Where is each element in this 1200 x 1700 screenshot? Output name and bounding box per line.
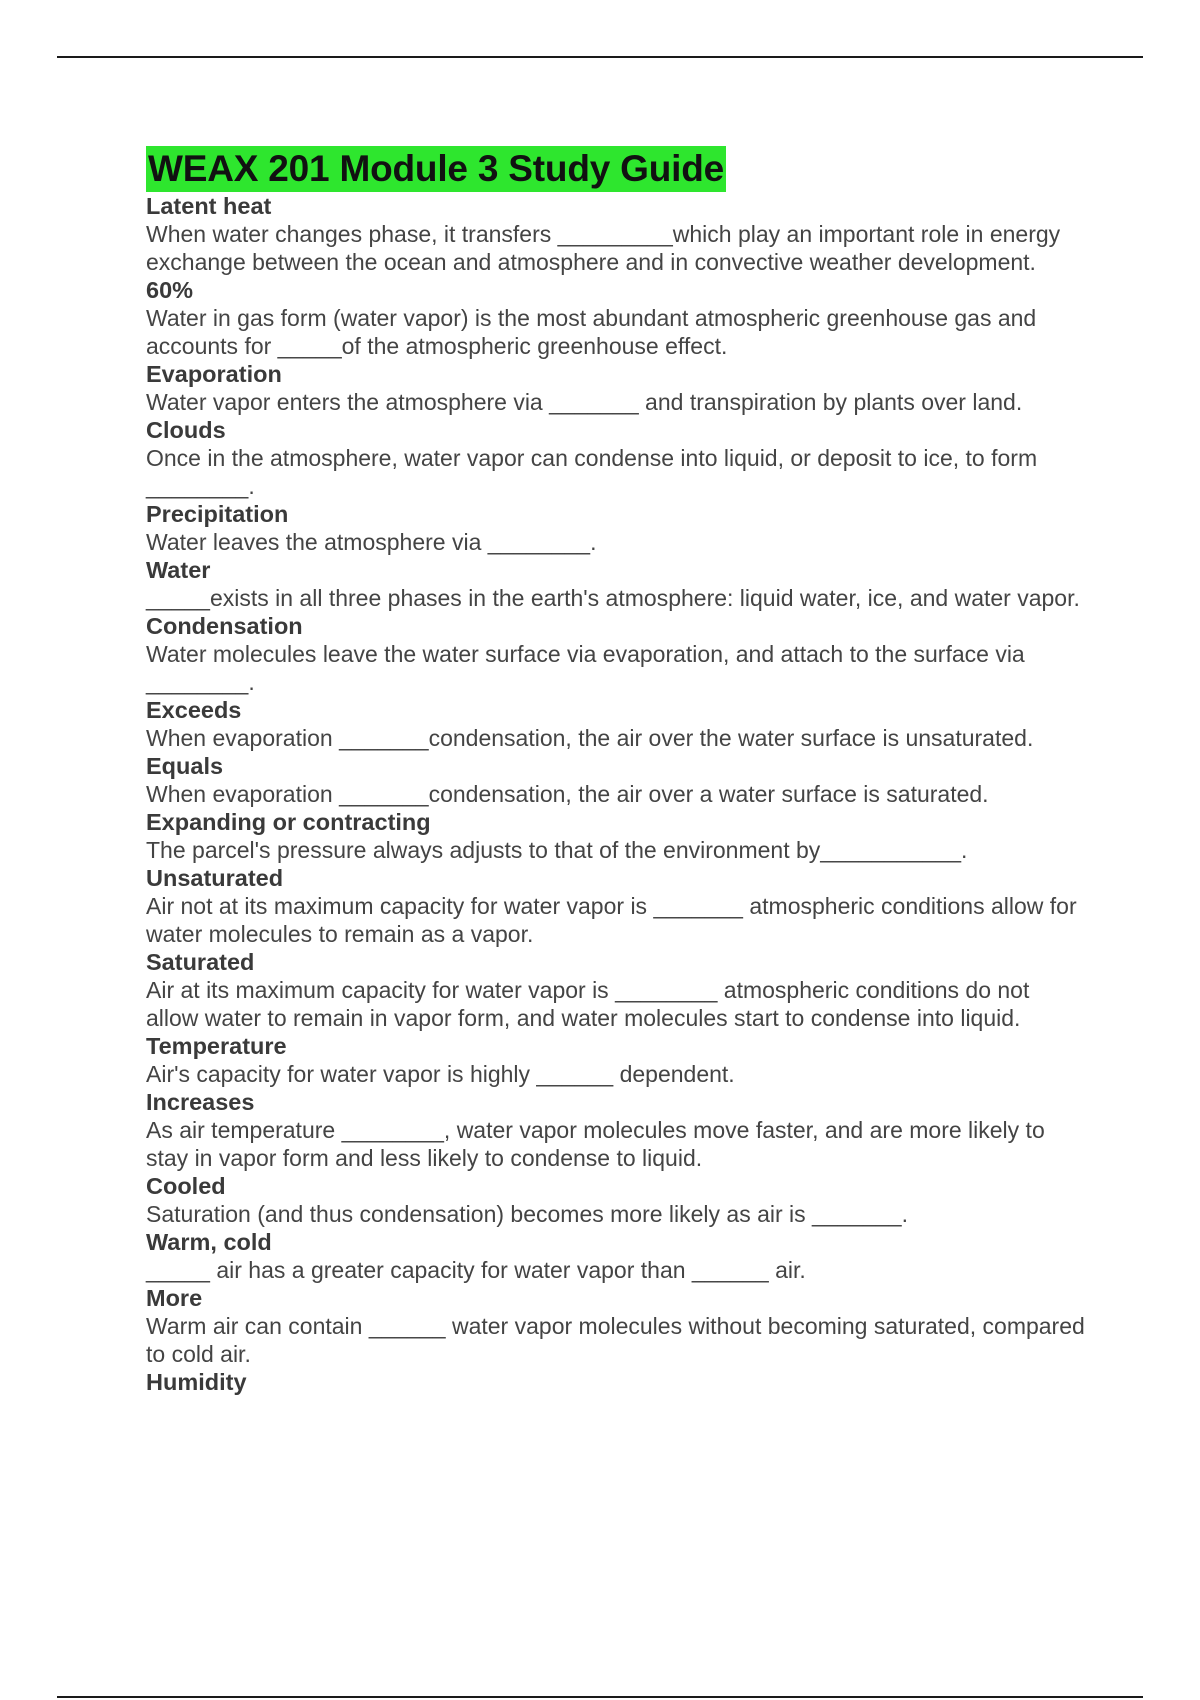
flashcard [146,1172,1086,1228]
flashcard [146,1284,1086,1368]
flashcard-term: Warm, cold [146,1229,272,1255]
flashcard-definition: The parcel's pressure always adjusts to that of the environment by___________. [146,837,968,863]
flashcard [146,192,1086,276]
flashcard [146,360,1086,416]
flashcard [146,948,1086,1032]
flashcard-definition: Once in the atmosphere, water vapor can condense into liquid, or deposit to ice, to form ________. [146,445,1038,499]
bottom-divider [57,1696,1143,1698]
flashcard-term: Evaporation [146,361,282,387]
flashcard-definition: Air not at its maximum capacity for water vapor is _______ atmospheric conditions allow for water molecules to remain as a vapor. [146,893,1077,947]
flashcard-definition: Water vapor enters the atmosphere via _______ and transpiration by plants over land. [146,389,1023,415]
flashcard-definition: _____ air has a greater capacity for water vapor than ______ air. [146,1257,806,1283]
flashcard [146,556,1086,612]
flashcard-term: Water [146,557,211,583]
flashcard-term: Saturated [146,949,255,975]
page-title: WEAX 201 Module 3 Study Guide [146,146,726,192]
flashcard-definition: When evaporation _______condensation, the air over the water surface is unsaturated. [146,725,1034,751]
flashcard-term: 60% [146,277,194,303]
flashcard [146,612,1086,696]
flashcard [146,276,1086,360]
flashcard-definition: When water changes phase, it transfers _________which play an important role in energy exchange between the ocean and atmosphere and in convective weather development. [146,221,1061,275]
flashcard-definition: _____exists in all three phases in the earth's atmosphere: liquid water, ice, and water vapor. [146,585,1080,611]
flashcard-term: Clouds [146,417,226,443]
flashcard-term: Condensation [146,613,303,639]
flashcard-term: Latent heat [146,193,272,219]
flashcard [146,1228,1086,1284]
flashcard [146,696,1086,752]
flashcard [146,500,1086,556]
flashcard-term: Equals [146,753,224,779]
flashcard-term: Precipitation [146,501,289,527]
flashcard-definition: As air temperature ________, water vapor molecules move faster, and are more likely to stay in vapor form and less likely to condense to liquid. [146,1117,1045,1171]
flashcard [146,808,1086,864]
flashcard [146,752,1086,808]
study-guide [146,146,1086,1396]
flashcard [146,416,1086,500]
flashcard-definition: Air's capacity for water vapor is highly ______ dependent. [146,1061,735,1087]
flashcard [146,864,1086,948]
flashcard-definition: Warm air can contain ______ water vapor molecules without becoming saturated, compared to cold air. [146,1313,1085,1367]
flashcard-definition: Water in gas form (water vapor) is the most abundant atmospheric greenhouse gas and accounts for _____of the atmospheric greenhouse effect. [146,305,1037,359]
flashcard [146,1368,1086,1396]
flashcard-definition: Air at its maximum capacity for water vapor is ________ atmospheric conditions do not allow water to remain in vapor form, and water molecules start to condense into liquid. [146,977,1030,1031]
flashcard-term: Increases [146,1089,255,1115]
flashcard-list [146,192,1086,1396]
flashcard-term: Expanding or contracting [146,809,431,835]
top-divider [57,56,1143,58]
flashcard [146,1088,1086,1172]
flashcard-term: Cooled [146,1173,226,1199]
flashcard-term: Exceeds [146,697,242,723]
flashcard-definition: Saturation (and thus condensation) becomes more likely as air is _______. [146,1201,908,1227]
flashcard [146,1032,1086,1088]
flashcard-definition: When evaporation _______condensation, the air over a water surface is saturated. [146,781,989,807]
flashcard-term: More [146,1285,203,1311]
flashcard-definition: Water leaves the atmosphere via ________. [146,529,597,555]
flashcard-term: Temperature [146,1033,287,1059]
flashcard-term: Humidity [146,1369,247,1395]
flashcard-term: Unsaturated [146,865,284,891]
flashcard-definition: Water molecules leave the water surface via evaporation, and attach to the surface via ________. [146,641,1025,695]
